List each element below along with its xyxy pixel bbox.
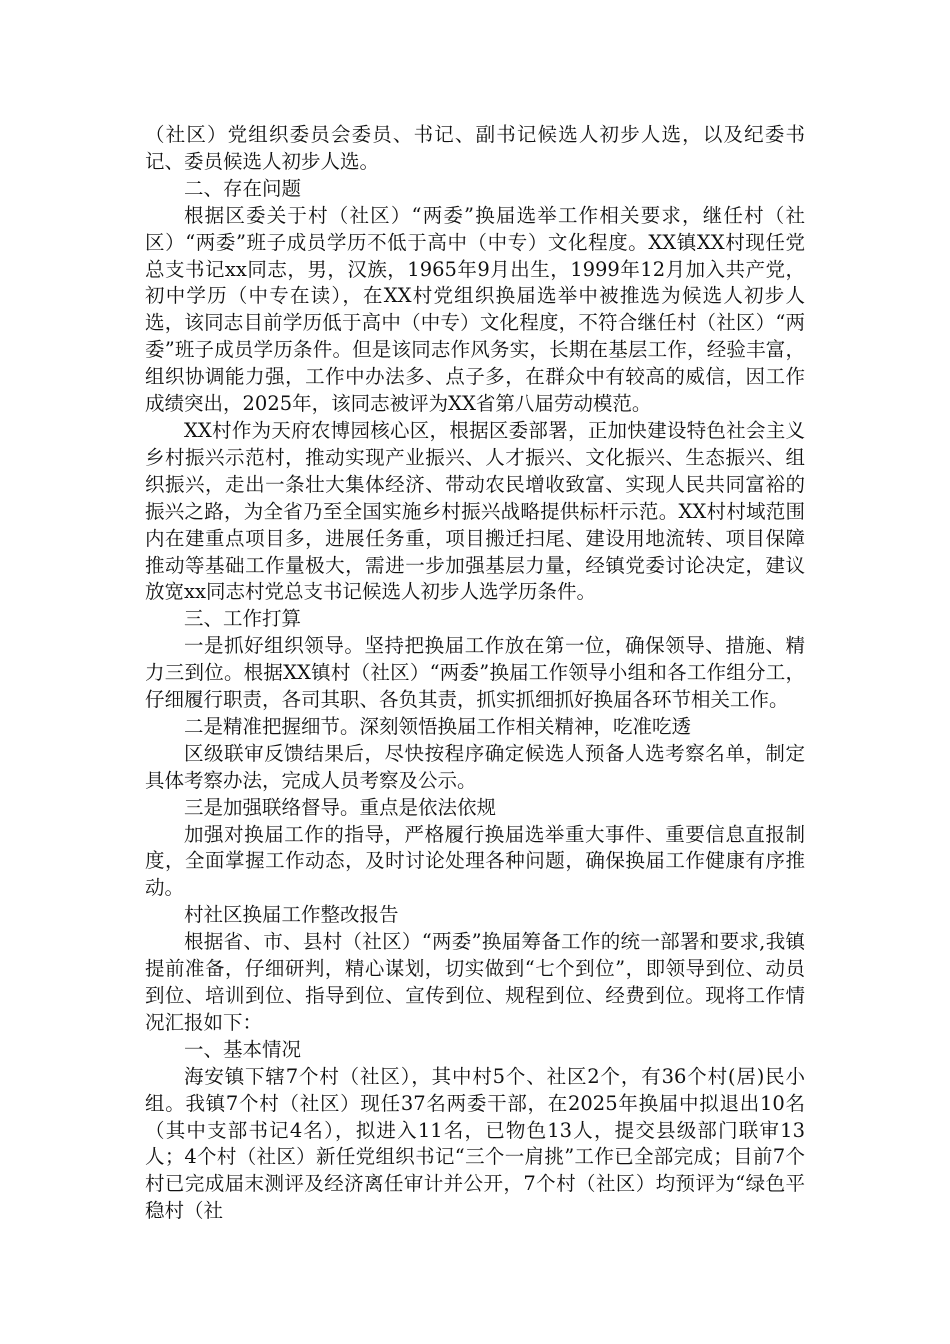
- paragraph-basic-situation: 海安镇下辖7个村（社区），其中村5个、社区2个，有36个村(居)民小组。我镇7个村（社区）现任37名两委干部，在2025年换届中拟退出10名（其中支部书记4名），拟进入11名，已物色13人，提交县级部门联审13人；4个村（社区）新任党组织书记“三个一肩挑”工作已全部完成；目前7个村已完成届末测评及经济离任审计并公开，7个村（社区）均预评为“绿色平稳村（社: [145, 1064, 805, 1223]
- paragraph-plan-supervision: 三是加强联络督导。重点是依法依规: [184, 795, 497, 819]
- paragraph-plan-review: 区级联审反馈结果后，尽快按程序确定候选人预备人选考察名单，制定具体考察办法，完成人员考察及公示。: [145, 741, 805, 792]
- report-title: 村社区换届工作整改报告: [184, 903, 399, 927]
- paragraph-plan-details: 二是精准把握细节。深刻领悟换届工作相关精神，吃准吃透: [184, 714, 692, 738]
- section-heading-problems: 二、存在问题: [184, 176, 302, 200]
- paragraph-plan-guidance: 加强对换届工作的指导，严格履行换届选举重大事件、重要信息直报制度，全面掌握工作动态，及时讨论处理各种问题，确保换届工作健康有序推动。: [145, 822, 805, 900]
- paragraph-continuation: （社区）党组织委员会委员、书记、副书记候选人初步人选，以及纪委书记、委员候选人初步人选。: [145, 123, 805, 173]
- section-heading-basic-situation: 一、基本情况: [184, 1037, 302, 1061]
- paragraph-plan-leadership: 一是抓好组织领导。坚持把换届工作放在第一位，确保领导、措施、精力三到位。根据XX镇村（社区）“两委”换届工作领导小组和各工作组分工，仔细履行职责，各司其职、各负其责，抓实抓细抓好换届各环节相关工作。: [145, 634, 805, 712]
- paragraph-report-intro: 根据省、市、县村（社区）“两委”换届筹备工作的统一部署和要求,我镇提前准备，仔细研判，精心谋划，切实做到“七个到位”，即领导到位、动员到位、培训到位、指导到位、宣传到位、规程到位、经费到位。现将工作情况汇报如下：: [145, 930, 805, 1034]
- paragraph-problem-detail: 根据区委关于村（社区）“两委”换届选举工作相关要求，继任村（社区）“两委”班子成员学历不低于高中（中专）文化程度。XX镇XX村现任党总支书记xx同志，男，汉族，1965年9月出生，1999年12月加入共产党，初中学历（中专在读），在XX村党组织换届选举中被推选为候选人初步人选，该同志目前学历低于高中（中专）文化程度，不符合继任村（社区）“两委”班子成员学历条件。但是该同志作风务实，长期在基层工作，经验丰富，组织协调能力强，工作中办法多、点子多，在群众中有较高的威信，因工作成绩突出，2025年，该同志被评为XX省第八届劳动模范。: [145, 203, 805, 416]
- paragraph-village-context: XX村作为天府农博园核心区，根据区委部署，正加快建设特色社会主义乡村振兴示范村，推动实现产业振兴、人才振兴、文化振兴、生态振兴、组织振兴，走出一条壮大集体经济、带动农民增收致富、实现人民共同富裕的振兴之路，为全省乃至全国实施乡村振兴战略提供标杆示范。XX村村域范围内在建重点项目多，进展任务重，项目搬迁扫尾、建设用地流转、项目保障推动等基础工作量极大，需进一步加强基层力量，经镇党委讨论决定，建议放宽xx同志村党总支书记候选人初步人选学历条件。: [145, 418, 805, 604]
- document-page: [145, 122, 805, 1225]
- section-heading-plans: 三、工作打算: [184, 607, 302, 631]
